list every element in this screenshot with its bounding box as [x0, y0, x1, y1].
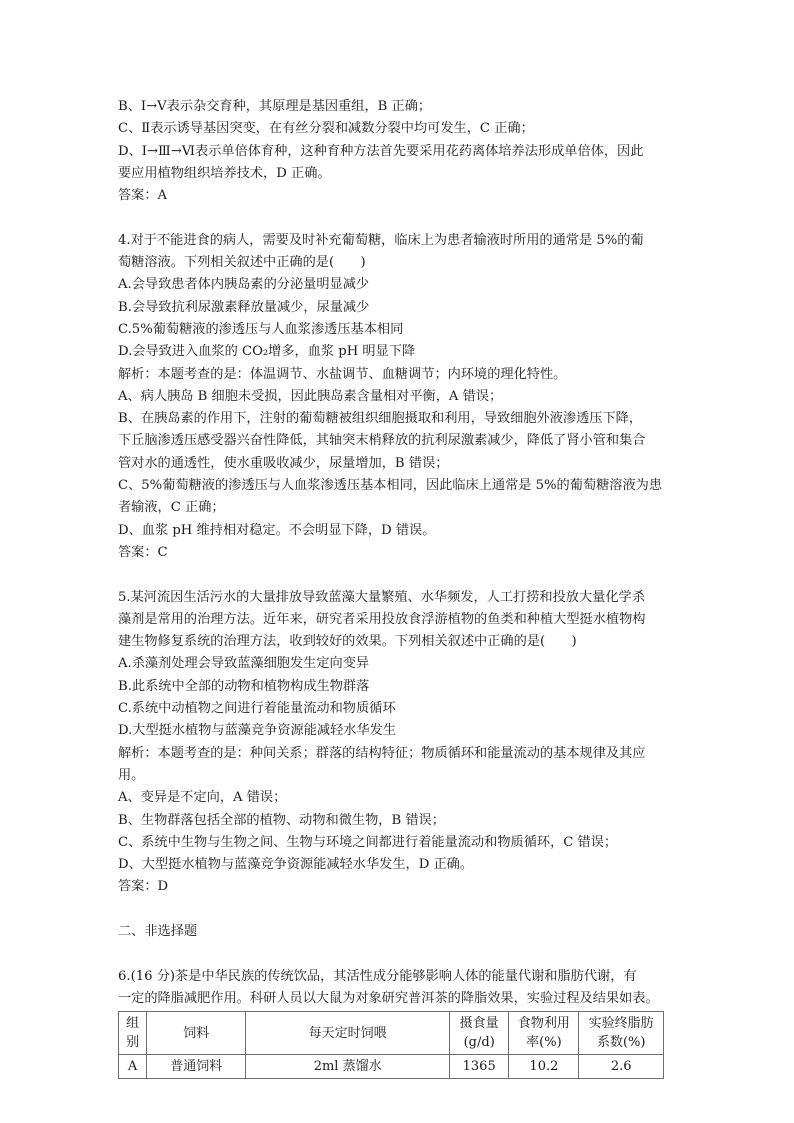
text-line: B.此系统中全部的动物和植物构成生物群落	[118, 678, 370, 694]
text-line: 者输液，C 正确；	[118, 500, 225, 516]
text-line: 管对水的通透性，使水重吸收减少，尿量增加，B 错误；	[118, 455, 449, 471]
text-line: 用。	[118, 767, 145, 783]
header-food-utilization: 食物利用 率(%)	[509, 1012, 579, 1055]
experiment-table	[118, 1011, 664, 1079]
table-row	[119, 1055, 664, 1079]
text-line: 下丘脑渗透压感受器兴奋性降低，其轴突末梢释放的抗利尿激素减少，降低了肾小管和集合	[118, 433, 646, 449]
header-intake: 摄食量 (g/d)	[449, 1012, 509, 1055]
text-line: D.会导致进入血浆的 CO₂增多，血浆 pH 明显下降	[118, 344, 416, 360]
text-line: C.系统中动植物之间进行着能量流动和物质循环	[118, 701, 396, 717]
blank-line	[118, 207, 678, 229]
cell-fat-coefficient: 2.6	[579, 1055, 664, 1079]
text-line: A、病人胰岛 B 细胞未受损，因此胰岛素含量相对平衡，A 错误；	[118, 388, 503, 404]
text-line: C、系统中生物与生物之间、生物与环境之间都进行着能量流动和物质循环，C 错误；	[118, 834, 618, 850]
text-line: 一定的降脂减肥作用。科研人员以大鼠为对象研究普洱茶的降脂效果，实验过程及结果如表。	[118, 990, 659, 1006]
cell-food-utilization: 10.2	[509, 1055, 579, 1079]
cell-intake: 1365	[449, 1055, 509, 1079]
text-line: A.会导致患者体内胰岛素的分泌量明显减少	[118, 277, 370, 293]
header-fat-coefficient: 实验终脂肪 系数(%)	[579, 1012, 664, 1055]
text-line: B.会导致抗利尿激素释放量减少，尿量减少	[118, 299, 370, 315]
text-line: D.大型挺水植物与蓝藻竞争资源能减轻水华发生	[118, 723, 397, 739]
text-line: D、血浆 pH 维持相对稳定。不会明显下降，D 错误。	[118, 522, 436, 538]
text-line: 解析：本题考查的是：种间关系；群落的结构特征；物质循环和能量流动的基本规律及其应	[118, 745, 646, 761]
header-feed: 饲料	[147, 1012, 246, 1055]
cell-daily-feeding: 2ml 蒸馏水	[246, 1055, 450, 1079]
text-line: 建生物修复系统的治理方法，收到较好的效果。下列相关叙述中正确的是( )	[118, 634, 577, 650]
text-line: C.5%葡萄糖液的渗透压与人血浆渗透压基本相同	[118, 321, 404, 337]
text-line: 解析：本题考查的是：体温调节、水盐调节、血糖调节；内环境的理化特性。	[118, 366, 567, 382]
text-line: 藻剂是常用的治理方法。近年来，研究者采用投放食浮游植物的鱼类和种植大型挺水植物构	[118, 611, 646, 627]
table-header-row	[119, 1012, 664, 1055]
text-line: 6.(16 分)茶是中华民族的传统饮品，其活性成分能够影响人体的能量代谢和脂肪代谢，有	[118, 968, 637, 984]
text-line: 答案：A	[118, 188, 168, 204]
cell-group: A	[119, 1055, 147, 1079]
text-line: 答案：D	[118, 879, 169, 895]
text-line: B、Ⅰ→Ⅴ表示杂交育种，其原理是基因重组，B 正确；	[118, 99, 432, 114]
blank-line	[118, 899, 678, 921]
text-block	[118, 96, 678, 1010]
header-group: 组 别	[119, 1012, 147, 1055]
text-line: 5.某河流因生活污水的大量排放导致蓝藻大量繁殖、水华频发，人工打捞和投放大量化学杀	[118, 589, 645, 605]
text-line: D、大型挺水植物与蓝藻竞争资源能减轻水华发生，D 正确。	[118, 857, 474, 873]
cell-feed: 普通饲料	[147, 1055, 246, 1079]
text-line: 要应用植物组织培养技术，D 正确。	[118, 165, 331, 181]
text-line: D、Ⅰ→Ⅲ→Ⅵ表示单倍体育种，这种育种方法首先要采用花药离体培养法形成单倍体，因此	[118, 143, 644, 159]
text-line: B、在胰岛素的作用下，注射的葡萄糖被组织细胞摄取和利用，导致细胞外液渗透压下降，	[118, 411, 642, 427]
blank-line	[118, 564, 678, 586]
text-line: 二、非选择题	[118, 923, 198, 939]
text-line: 答案：C	[118, 544, 168, 560]
header-daily-feeding: 每天定时饲喂	[246, 1012, 450, 1055]
text-line: B、生物群落包括全部的植物、动物和微生物，B 错误；	[118, 812, 445, 828]
text-line: 萄糖溶液。下列相关叙述中正确的是( )	[118, 255, 366, 271]
text-line: C、Ⅱ表示诱导基因突变，在有丝分裂和减数分裂中均可发生，C 正确；	[118, 121, 534, 137]
text-line: A、变异是不定向，A 错误；	[118, 790, 287, 806]
text-line: 4.对于不能进食的病人，需要及时补充葡萄糖，临床上为患者输液时所用的通常是 5%的葡	[118, 232, 644, 248]
text-line: C、5%葡萄糖液的渗透压与人血浆渗透压基本相同，因此临床上通常是 5%的葡萄糖溶液为患	[118, 478, 663, 494]
text-line: A.杀藻剂处理会导致蓝藻细胞发生定向变异	[118, 656, 370, 672]
document-page	[118, 96, 678, 1079]
blank-line	[118, 943, 678, 965]
